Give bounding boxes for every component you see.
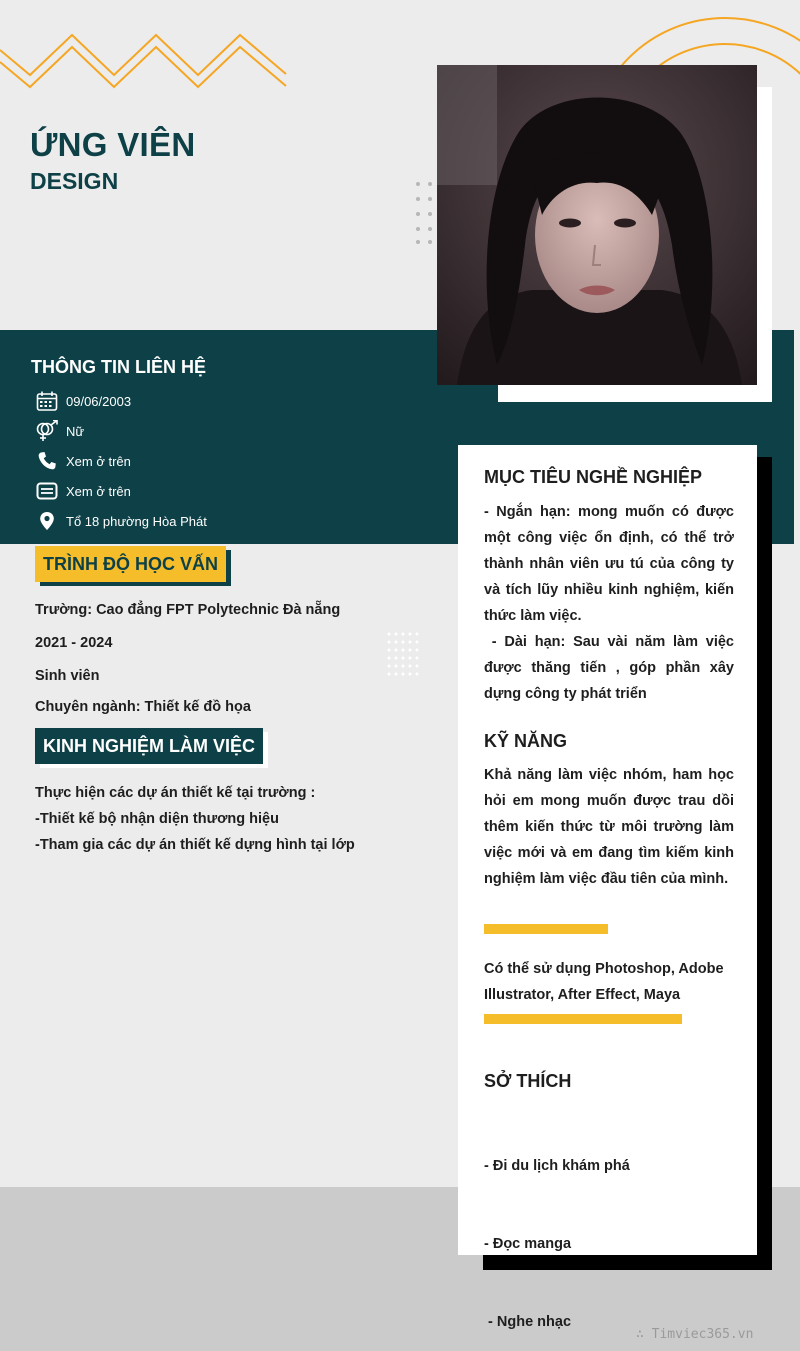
profile-photo bbox=[437, 65, 757, 385]
education-section bbox=[35, 600, 395, 728]
birthday-text: 09/06/2003 bbox=[66, 393, 132, 409]
skills-soft: Khả năng làm việc nhóm, ham học hỏi em mong muốn được trau dồi thêm kiến thức từ môi trường làm việc mới và em đang tìm kiếm kinh nghiệm làm việc đầu tiên của mình. bbox=[484, 767, 734, 887]
contact-item-email bbox=[34, 476, 207, 506]
objective-long-term: - Dài hạn: Sau vài năm làm việc được thăng tiến , góp phần xây dựng công ty phát triển bbox=[484, 634, 739, 702]
contact-item-birthday bbox=[34, 386, 207, 416]
phone-text: Xem ở trên bbox=[66, 453, 131, 469]
location-icon bbox=[34, 510, 60, 532]
zigzag-decoration bbox=[0, 30, 300, 110]
experience-line: -Tham gia các dự án thiết kế dựng hình tại lớp bbox=[35, 837, 355, 853]
skills-tools: Có thể sử dụng Photoshop, Adobe Illustrator, After Effect, Maya bbox=[484, 961, 724, 1003]
email-icon bbox=[34, 480, 60, 502]
hobbies-list bbox=[484, 1101, 734, 1351]
education-school: Trường: Cao đẳng FPT Polytechnic Đà nẵng bbox=[35, 602, 341, 618]
education-years: 2021 - 2024 bbox=[35, 635, 113, 651]
gender-text: Nữ bbox=[66, 423, 85, 439]
right-panel bbox=[458, 445, 757, 1330]
skill-bar-tools bbox=[484, 1014, 682, 1024]
objective-short-term: - Ngắn hạn: mong muốn có được một công việc ổn định, có thể trở thành nhân viên ưu tú của công ty và tích lũy nhiều kinh nghiệm, kiến thức làm việc. bbox=[484, 504, 734, 624]
objective-heading: MỤC TIÊU NGHỀ NGHIỆP bbox=[484, 467, 703, 487]
experience-line: -Thiết kế bộ nhận diện thương hiệu bbox=[35, 811, 279, 827]
phone-icon bbox=[34, 450, 60, 472]
experience-section bbox=[35, 780, 415, 858]
contact-item-phone bbox=[34, 446, 207, 476]
contact-item-gender bbox=[34, 416, 207, 446]
contact-list bbox=[34, 386, 207, 536]
hobby-item: - Nghe nhạc bbox=[484, 1314, 572, 1330]
education-status: Sinh viên bbox=[35, 668, 100, 684]
education-heading: TRÌNH ĐỘ HỌC VẤN bbox=[35, 546, 226, 582]
skills-heading: KỸ NĂNG bbox=[484, 731, 568, 751]
calendar-icon bbox=[34, 390, 60, 412]
hobby-item: - Đọc manga bbox=[484, 1236, 572, 1252]
watermark: ∴ Timviec365.vn bbox=[636, 1327, 754, 1342]
address-text: Tổ 18 phường Hòa Phát bbox=[66, 513, 207, 529]
experience-line: Thực hiện các dự án thiết kế tại trường : bbox=[35, 785, 316, 801]
experience-heading: KINH NGHIỆM LÀM VIỆC bbox=[35, 728, 263, 764]
candidate-name: ỨNG VIÊN bbox=[30, 126, 196, 163]
candidate-position: DESIGN bbox=[30, 168, 119, 194]
education-major: Chuyên ngành: Thiết kế đồ họa bbox=[35, 699, 251, 715]
dots-decoration bbox=[414, 180, 438, 250]
skill-bar-soft bbox=[484, 924, 608, 934]
hobbies-heading: SỞ THÍCH bbox=[484, 1071, 572, 1091]
contact-heading: THÔNG TIN LIÊN HỆ bbox=[31, 357, 206, 377]
gender-icon bbox=[34, 420, 60, 442]
hobby-item: - Đi du lịch khám phá bbox=[484, 1158, 630, 1174]
contact-item-address bbox=[34, 506, 207, 536]
email-text: Xem ở trên bbox=[66, 483, 131, 499]
